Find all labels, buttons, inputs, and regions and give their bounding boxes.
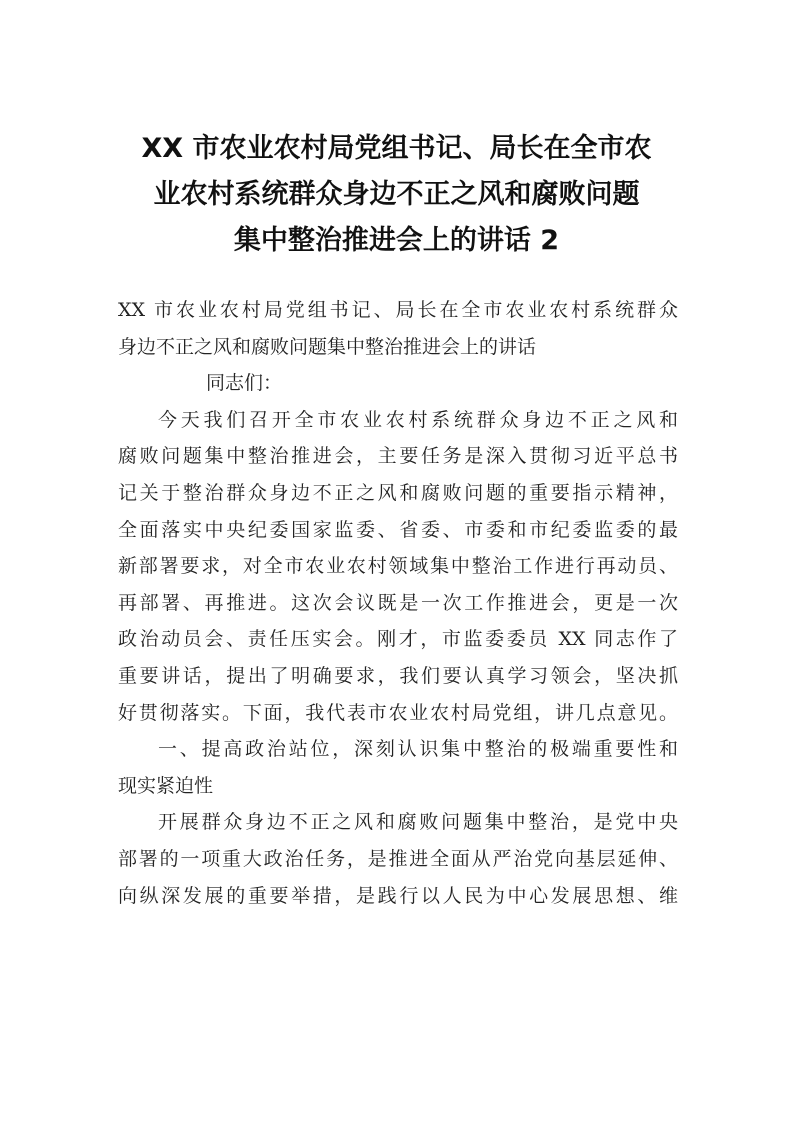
title-line-1: XX 市农业农村局党组书记、局长在全市农 <box>141 133 652 164</box>
body-line-9: 再部署、再推进。这次会议既是一次工作推进会，更是一次 <box>118 591 678 614</box>
body-line-17: 向纵深发展的重要举措，是践行以人民为中心发展思想、维 <box>118 884 678 907</box>
body-line-7: 全面落实中央纪委国家监委、省委、市委和市纪委监委的最 <box>118 518 678 541</box>
body-line-16: 部署的一项重大政治任务，是推进全面从严治党向基层延伸、 <box>118 847 678 870</box>
salutation: 同志们： <box>206 372 283 395</box>
body-line-12: 好贯彻落实。下面，我代表市农业农村局党组，讲几点意见。 <box>118 701 678 724</box>
body-line-11: 重要讲话，提出了明确要求，我们要认真学习领会，坚决抓 <box>118 664 678 687</box>
title-line-2: 业农村系统群众身边不正之风和腐败问题 <box>153 179 640 210</box>
document-body <box>118 292 678 914</box>
body-line-1: XX 市农业农村局党组书记、局长在全市农业农村系统群众 <box>118 299 678 321</box>
body-line-10: 政治动员会、责任压实会。刚才，市监委委员 XX 同志作了 <box>118 628 678 651</box>
body-line-8: 新部署要求，对全市农业农村领域集中整治工作进行再动员、 <box>118 555 678 578</box>
body-line-2: 身边不正之风和腐败问题集中整治推进会上的讲话 <box>118 335 537 358</box>
body-line-6: 记关于整治群众身边不正之风和腐败问题的重要指示精神， <box>118 481 678 504</box>
section-heading-1: 一、提高政治站位，深刻认识集中整治的极端重要性和 <box>158 738 678 761</box>
body-line-5: 腐败问题集中整治推进会，主要任务是深入贯彻习近平总书 <box>118 445 678 468</box>
title-line-3: 集中整治推进会上的讲话 2 <box>233 225 560 256</box>
document-title <box>100 126 693 264</box>
body-line-4: 今天我们召开全市农业农村系统群众身边不正之风和 <box>158 408 678 431</box>
section-heading-1-cont: 现实紧迫性 <box>118 774 214 797</box>
body-line-15: 开展群众身边不正之风和腐败问题集中整治，是党中央 <box>158 811 678 834</box>
